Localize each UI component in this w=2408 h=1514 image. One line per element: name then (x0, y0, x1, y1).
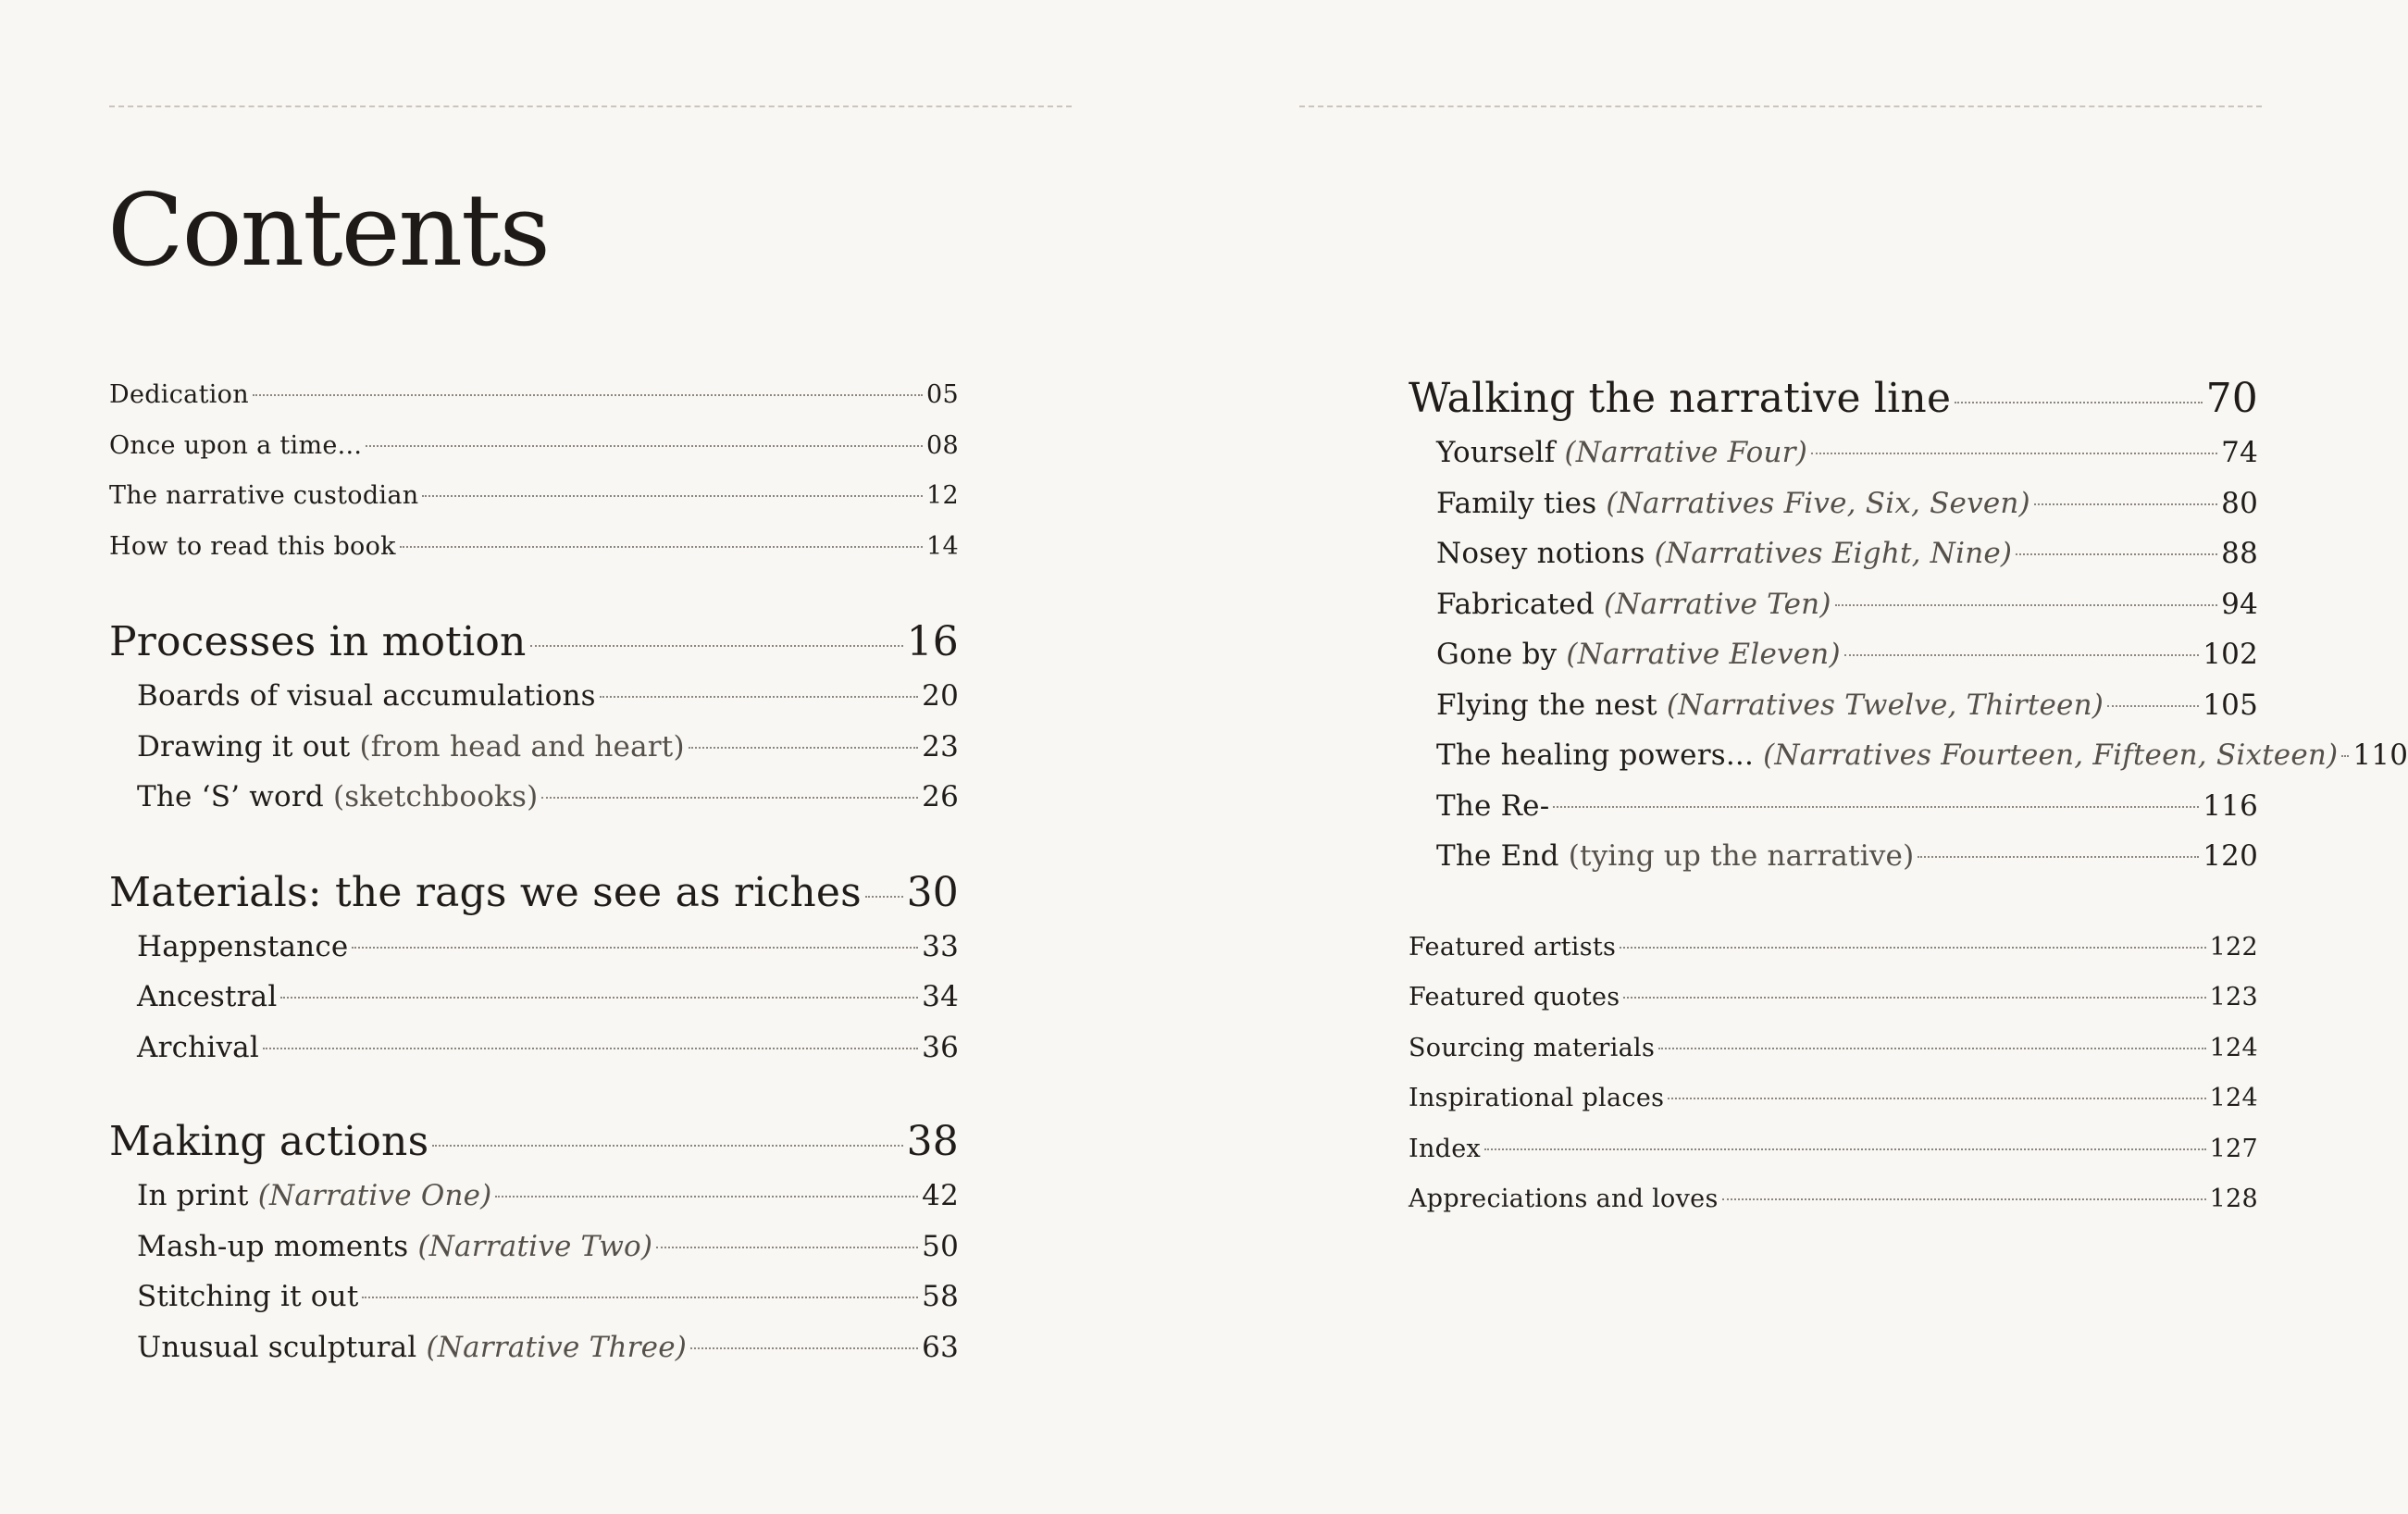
toc-entry-title: Once upon a time... (109, 430, 363, 460)
toc-entry-label (109, 421, 362, 472)
toc-entry-label (1436, 428, 1807, 478)
dot-leader (541, 797, 918, 799)
page-number: 50 (922, 1229, 959, 1263)
page-number: 12 (926, 481, 959, 510)
toc-row[interactable] (109, 471, 959, 522)
dot-leader (1668, 1098, 2205, 1099)
toc-entry-title: Family ties (1436, 486, 1597, 520)
toc-row[interactable] (109, 1272, 959, 1322)
toc-entry-title: Happenstance (137, 929, 349, 963)
toc-row[interactable] (109, 671, 959, 722)
page-number: 42 (922, 1179, 959, 1212)
toc-entry-label (137, 1222, 652, 1272)
toc-entry-subtitle: (from head and heart) (359, 729, 685, 763)
toc-entry-subtitle: (Narrative Ten) (1604, 587, 1831, 621)
page-number: 33 (922, 929, 959, 963)
page-number: 122 (2209, 932, 2258, 962)
dot-leader (263, 1048, 918, 1049)
toc-entry-label (1409, 973, 1620, 1024)
page-number: 110 (2352, 738, 2408, 772)
toc-row[interactable] (1409, 730, 2408, 781)
toc-row[interactable] (1409, 428, 2258, 478)
page-number: 124 (2209, 1084, 2258, 1112)
toc-entry-subtitle: (tying up the narrative) (1568, 839, 1915, 873)
toc-entry-label (137, 1322, 687, 1373)
dot-leader (1553, 806, 2199, 808)
section-title: Making actions (109, 1118, 429, 1165)
toc-entry-title: Gone by (1436, 638, 1558, 671)
toc-entry-title: Ancestral (137, 980, 278, 1013)
toc-entry-label (1436, 781, 1549, 832)
toc-entry-label (1436, 629, 1841, 680)
toc-entry-title: Boards of visual accumulations (137, 679, 596, 713)
toc-entry-label (1436, 579, 1831, 630)
section-heading[interactable] (109, 1113, 959, 1171)
page-number: 70 (2205, 375, 2258, 422)
toc-entry-title: Sourcing materials (1409, 1033, 1656, 1062)
page-number: 74 (2221, 436, 2258, 469)
section-heading[interactable] (109, 864, 959, 922)
page-number: 05 (926, 380, 959, 409)
sections-right (1409, 370, 2408, 882)
toc-row[interactable] (109, 370, 959, 421)
dot-leader (352, 947, 918, 949)
toc-section (109, 1113, 959, 1372)
toc-entry-title: How to read this book (109, 531, 396, 561)
sections-left (109, 614, 959, 1372)
page-number: 08 (926, 430, 959, 460)
toc-entry-title: Featured artists (1409, 932, 1617, 962)
toc-entry-title: In print (137, 1179, 249, 1212)
page-number: 20 (922, 679, 959, 713)
page-number: 102 (2203, 638, 2258, 671)
dot-leader (530, 645, 903, 647)
back-matter-list (1409, 923, 2258, 1225)
page-number: 123 (2209, 983, 2258, 1011)
toc-entry-label (109, 522, 396, 573)
toc-entry-title: Fabricated (1436, 587, 1595, 621)
toc-row[interactable] (1409, 1174, 2258, 1225)
dot-leader (422, 495, 923, 497)
toc-entry-title: Inspirational places (1409, 1084, 1665, 1112)
toc-entry-label (137, 1272, 358, 1322)
dot-leader (2034, 503, 2217, 505)
toc-entry-label (1409, 923, 1616, 974)
toc-entry-subtitle: (Narrative Eleven) (1566, 638, 1841, 671)
toc-row[interactable] (1409, 781, 2258, 832)
page-number: 36 (922, 1030, 959, 1064)
toc-entry-label (1436, 478, 2030, 529)
toc-row[interactable] (1409, 528, 2258, 579)
dot-leader (400, 546, 923, 548)
toc-entry-subtitle: (Narratives Fourteen, Fifteen, Sixteen) (1763, 738, 2339, 772)
dot-leader (690, 1347, 918, 1349)
toc-entry-subtitle: (Narrative Three) (426, 1330, 688, 1364)
dot-leader (280, 997, 918, 999)
toc-entry-subtitle: (sketchbooks) (332, 780, 539, 813)
page-number: 116 (2203, 788, 2258, 823)
toc-entry-subtitle: (Narrative Two) (417, 1229, 653, 1263)
toc-row[interactable] (1409, 973, 2258, 1024)
toc-entry-subtitle: (Narratives Twelve, Thirteen) (1666, 688, 2104, 722)
dot-leader (1811, 453, 2217, 454)
page-number: 14 (926, 531, 959, 561)
toc-entry-label (1436, 680, 2104, 731)
dot-leader (1835, 604, 2218, 606)
page-number: 124 (2209, 1033, 2258, 1062)
dot-leader (432, 1145, 902, 1147)
toc-entry-label (1409, 1124, 1481, 1175)
dot-leader (1955, 402, 2202, 403)
dot-leader (689, 747, 918, 749)
toc-entry-label (137, 922, 348, 973)
toc-entry-title: The narrative custodian (109, 481, 419, 510)
toc-entry-title: The healing powers... (1436, 738, 1755, 772)
toc-entry-title: Yourself (1436, 436, 1556, 469)
toc-entry-title: Index (1409, 1134, 1482, 1163)
section-heading[interactable] (109, 614, 959, 671)
toc-entry-label (137, 972, 277, 1023)
toc-entry-title: Featured quotes (1409, 983, 1620, 1011)
toc-entry-label (137, 772, 538, 823)
toc-row[interactable] (109, 1023, 959, 1073)
toc-entry-title: The Re- (1436, 788, 1550, 823)
toc-row[interactable] (1409, 923, 2258, 974)
toc-row[interactable] (1409, 579, 2258, 630)
toc-row[interactable] (1409, 478, 2258, 529)
toc-entry-subtitle: (Narratives Eight, Nine) (1654, 537, 2013, 570)
dot-leader (1484, 1148, 2206, 1150)
page-number: 34 (922, 980, 959, 1013)
toc-section (109, 864, 959, 1073)
toc-entry-label (137, 1023, 259, 1073)
dot-leader (1722, 1198, 2206, 1200)
section-title: Walking the narrative line (1409, 375, 1952, 422)
toc-entry-title: Drawing it out (137, 729, 351, 763)
toc-entry-title: Appreciations and loves (1409, 1185, 1719, 1213)
toc-row[interactable] (109, 522, 959, 573)
section-title: Processes in motion (109, 618, 527, 665)
toc-row[interactable] (109, 421, 959, 472)
toc-entry-title: Stitching it out (137, 1280, 359, 1313)
page-number: 23 (922, 729, 959, 763)
toc-row[interactable] (109, 772, 959, 823)
toc-section (1409, 370, 2408, 882)
dot-leader (2341, 755, 2349, 757)
dot-leader (366, 445, 923, 447)
toc-row[interactable] (109, 972, 959, 1023)
dot-leader (656, 1247, 918, 1248)
toc-row[interactable] (109, 922, 959, 973)
toc-entry-label (109, 471, 418, 522)
toc-entry-title: The End (1436, 839, 1559, 873)
dot-leader (1620, 947, 2205, 949)
toc-entry-label (137, 1171, 491, 1222)
page-number: 105 (2203, 688, 2258, 722)
page-number: 120 (2203, 839, 2258, 873)
dot-leader (600, 696, 918, 698)
page-number: 38 (906, 1118, 959, 1165)
toc-entry-title: Dedication (109, 380, 249, 409)
page-number: 16 (906, 618, 959, 665)
dot-leader (2107, 705, 2199, 707)
toc-row[interactable] (109, 1222, 959, 1272)
page-number: 127 (2209, 1134, 2258, 1163)
toc-row[interactable] (1409, 831, 2258, 882)
dot-leader (495, 1196, 918, 1198)
dot-leader (2016, 553, 2217, 555)
section-title: Materials: the rags we see as riches (109, 868, 862, 916)
toc-entry-title: The ‘S’ word (137, 780, 324, 813)
toc-entry-label (1409, 1174, 1719, 1225)
page-number: 26 (922, 780, 959, 813)
toc-entry-label (1436, 831, 1914, 882)
dot-leader (253, 394, 923, 396)
front-matter-list (109, 370, 959, 572)
toc-row[interactable] (109, 1171, 959, 1222)
toc-entry-title: Nosey notions (1436, 537, 1645, 570)
toc-entry-label (1436, 730, 2338, 781)
toc-entry-label (137, 722, 685, 773)
toc-entry-subtitle: (Narrative Four) (1564, 436, 1807, 469)
toc-entry-subtitle: (Narrative One) (257, 1179, 492, 1212)
dot-leader (1623, 997, 2205, 999)
toc-entry-title: Unusual sculptural (137, 1330, 417, 1364)
page-number: 88 (2221, 537, 2258, 570)
top-rule-right (1299, 105, 2262, 107)
toc-entry-label (1409, 1073, 1664, 1124)
dot-leader (362, 1297, 918, 1298)
dot-leader (865, 896, 903, 898)
page-number: 80 (2221, 486, 2258, 520)
toc-entry-label (137, 671, 596, 722)
page-title: Contents (107, 173, 549, 289)
toc-left-column (109, 370, 959, 1372)
toc-entry-title: Mash-up moments (137, 1229, 409, 1263)
page-number: 30 (906, 868, 959, 916)
toc-row[interactable] (1409, 1073, 2258, 1124)
toc-entry-label (109, 370, 249, 421)
toc-row[interactable] (1409, 1124, 2258, 1175)
toc-row[interactable] (109, 722, 959, 773)
toc-right-column (1409, 370, 2408, 1225)
toc-section (109, 614, 959, 823)
section-heading[interactable] (1409, 370, 2258, 428)
page-number: 94 (2221, 587, 2258, 621)
toc-row[interactable] (1409, 629, 2258, 680)
toc-row[interactable] (1409, 680, 2258, 731)
toc-entry-label (1409, 1024, 1655, 1074)
dot-leader (1844, 654, 2199, 656)
dot-leader (1658, 1048, 2205, 1049)
page-number: 63 (922, 1330, 959, 1364)
page-number: 58 (922, 1280, 959, 1313)
toc-row[interactable] (109, 1322, 959, 1373)
top-rule-left (109, 105, 1072, 107)
toc-row[interactable] (1409, 1024, 2258, 1074)
toc-entry-title: Flying the nest (1436, 688, 1657, 722)
toc-entry-title: Archival (137, 1030, 259, 1064)
page-number: 128 (2209, 1185, 2258, 1213)
dot-leader (1918, 856, 2199, 858)
toc-entry-subtitle: (Narratives Five, Six, Seven) (1606, 486, 2030, 520)
toc-entry-label (1436, 528, 2012, 579)
